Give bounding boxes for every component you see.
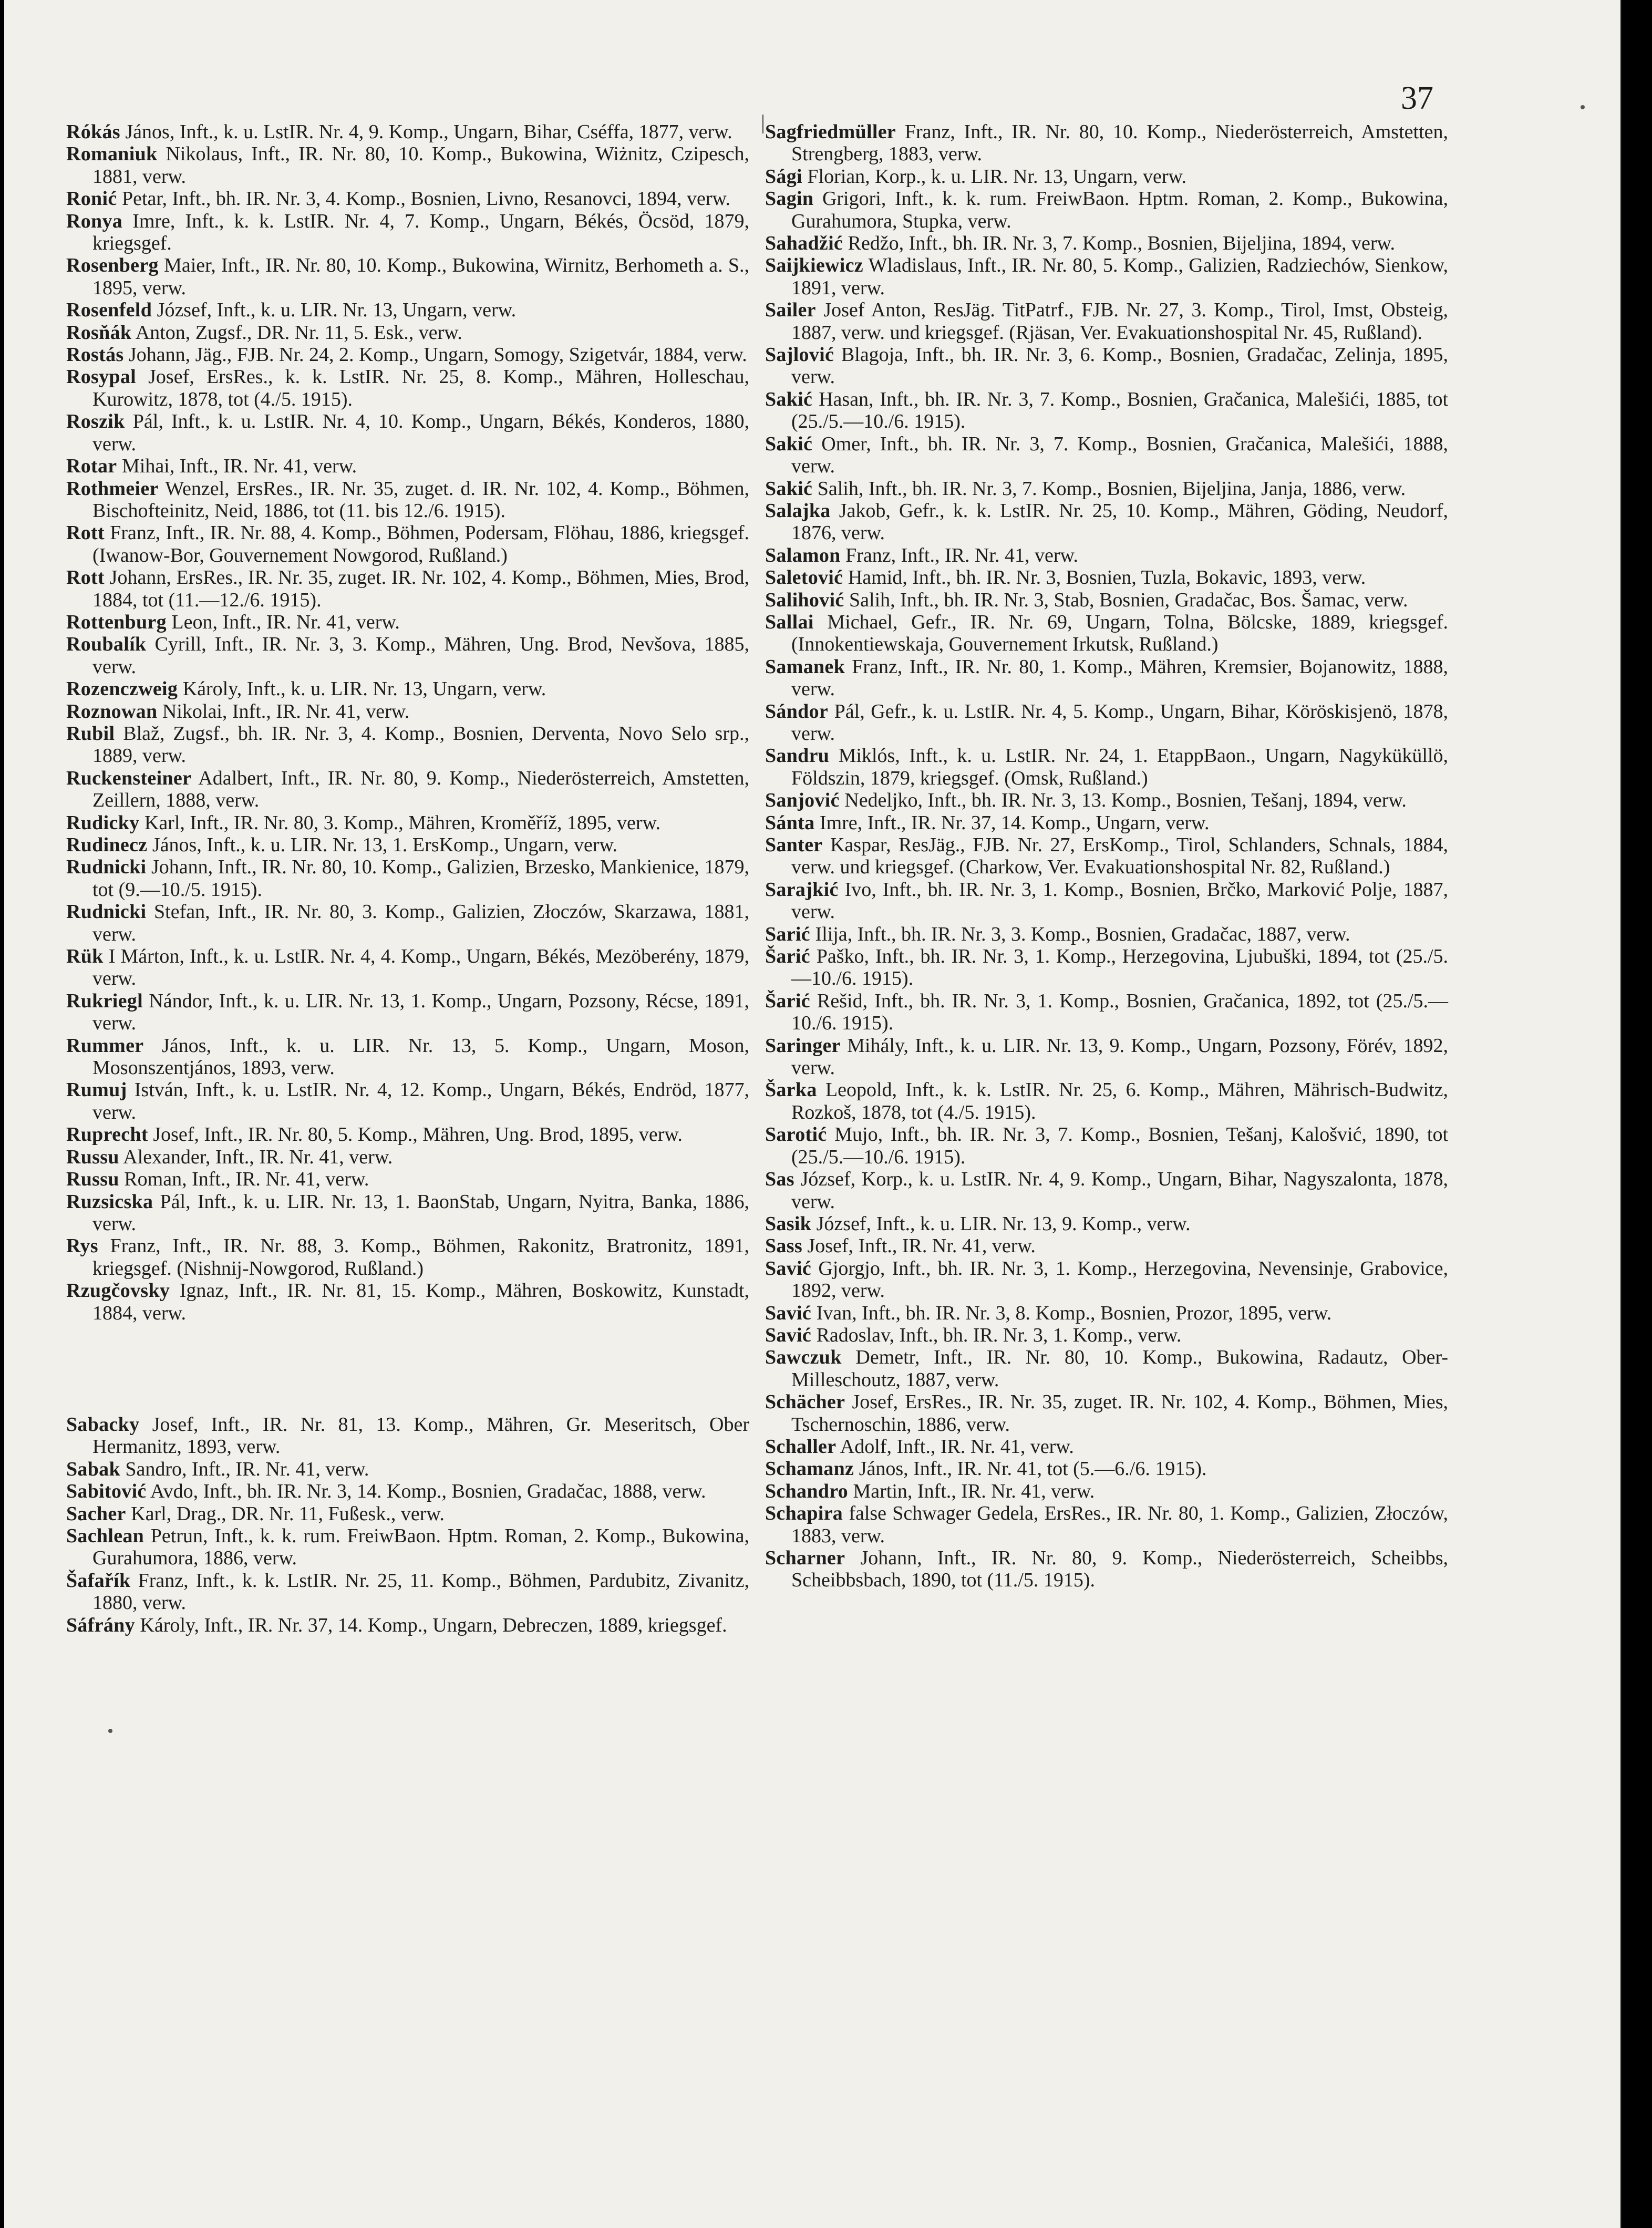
list-item bbox=[66, 1079, 749, 1123]
entry-details: Imre, Inft., IR. Nr. 37, 14. Komp., Ungarn, verw. bbox=[819, 811, 1210, 834]
list-item bbox=[765, 611, 1448, 656]
list-item bbox=[66, 1168, 749, 1190]
entry-surname: Scharner bbox=[765, 1547, 845, 1569]
entry-surname: Saringer bbox=[765, 1034, 841, 1057]
list-item bbox=[765, 232, 1448, 254]
list-item bbox=[66, 522, 749, 566]
list-item bbox=[66, 210, 749, 255]
entry-details: Nikolai, Inft., IR. Nr. 41, verw. bbox=[162, 700, 410, 723]
list-item bbox=[765, 1168, 1448, 1213]
entry-surname: Saletović bbox=[765, 566, 843, 589]
list-item bbox=[66, 812, 749, 834]
entry-surname: Roubalík bbox=[66, 633, 147, 656]
list-item bbox=[66, 1191, 749, 1235]
entry-details: Hamid, Inft., bh. IR. Nr. 3, Bosnien, Tuzla, Bokavic, 1893, verw. bbox=[848, 566, 1366, 589]
entry-surname: Rotar bbox=[66, 455, 117, 478]
entry-details: Nándor, Inft., k. u. LIR. Nr. 13, 1. Komp., Ungarn, Pozsony, Récse, 1891, verw. bbox=[92, 989, 749, 1035]
entry-surname: Šarić bbox=[765, 945, 810, 968]
entry-surname: Roznowan bbox=[66, 700, 158, 723]
list-item bbox=[765, 1458, 1448, 1480]
list-item bbox=[765, 1436, 1448, 1458]
list-item bbox=[765, 745, 1448, 789]
list-item bbox=[66, 1280, 749, 1324]
entry-details: Cyrill, Inft., IR. Nr. 3, 3. Komp., Mähren, Ung. Brod, Nevšova, 1885, verw. bbox=[92, 633, 750, 678]
list-item bbox=[765, 121, 1448, 166]
entry-surname: Sailer bbox=[765, 299, 816, 322]
entry-surname: Russu bbox=[66, 1146, 119, 1168]
page-number: 37 bbox=[1401, 80, 1433, 116]
list-item bbox=[765, 990, 1448, 1035]
entry-surname: Saijkiewicz bbox=[765, 254, 863, 277]
list-item bbox=[765, 254, 1448, 299]
entry-details: Blagoja, Inft., bh. IR. Nr. 3, 6. Komp., Bosnien, Gradačac, Zelinja, 1895, verw. bbox=[791, 344, 1448, 388]
entry-details: Leopold, Inft., k. k. LstIR. Nr. 25, 6. Komp., Mähren, Mährisch-Budwitz, Rozkoš, 1878, tot (4./5. 1915). bbox=[791, 1079, 1448, 1123]
entry-list-s bbox=[66, 1414, 749, 1636]
margin-mark bbox=[762, 115, 763, 133]
list-item bbox=[66, 366, 749, 410]
entry-surname: Rothmeier bbox=[66, 477, 159, 500]
entry-details: Ignaz, Inft., IR. Nr. 81, 15. Komp., Mähren, Boskowitz, Kunstadt, 1884, verw. bbox=[92, 1280, 750, 1324]
list-item bbox=[765, 388, 1448, 433]
document-sheet bbox=[4, 0, 1622, 2228]
entry-details: Imre, Inft., k. k. LstIR. Nr. 4, 7. Komp., Ungarn, Békés, Öcsöd, 1879, kriegsgef. bbox=[92, 210, 749, 255]
list-item bbox=[765, 945, 1448, 990]
entry-details: Josef, Inft., IR. Nr. 41, verw. bbox=[807, 1235, 1036, 1257]
list-item bbox=[765, 566, 1448, 589]
list-item bbox=[66, 1235, 749, 1280]
entry-surname: Šarka bbox=[765, 1079, 817, 1101]
list-item bbox=[66, 188, 749, 210]
entry-surname: Savić bbox=[765, 1257, 812, 1280]
list-item bbox=[765, 1123, 1448, 1168]
list-item bbox=[765, 1391, 1448, 1436]
list-item bbox=[66, 322, 749, 344]
entry-surname: Sabacky bbox=[66, 1413, 140, 1436]
entry-surname: Sawczuk bbox=[765, 1346, 842, 1369]
list-item bbox=[66, 1458, 749, 1480]
entry-details: Adalbert, Inft., IR. Nr. 80, 9. Komp., Niederösterreich, Amstetten, Zeillern, 1888, verw. bbox=[92, 767, 749, 812]
list-item bbox=[66, 143, 749, 188]
entry-surname: Rzugčovsky bbox=[66, 1280, 170, 1302]
entry-details: Avdo, Inft., bh. IR. Nr. 3, 14. Komp., Bosnien, Gradačac, 1888, verw. bbox=[150, 1480, 706, 1503]
entry-details: Franz, Inft., k. k. LstIR. Nr. 25, 11. Komp., Böhmen, Pardubitz, Zivanitz, 1880, verw. bbox=[92, 1569, 750, 1614]
entry-list-s-continued bbox=[765, 121, 1448, 1592]
list-item bbox=[66, 767, 749, 812]
entry-details: Mihály, Inft., k. u. LIR. Nr. 13, 9. Komp., Ungarn, Pozsony, Förév, 1892, verw. bbox=[791, 1034, 1448, 1079]
entry-surname: Rosypal bbox=[66, 366, 137, 388]
entry-details: Ivan, Inft., bh. IR. Nr. 3, 8. Komp., Bosnien, Prozor, 1895, verw. bbox=[816, 1302, 1332, 1324]
entry-surname: Rubil bbox=[66, 722, 115, 745]
entry-details: Franz, Inft., IR. Nr. 88, 4. Komp., Böhmen, Podersam, Flöhau, 1886, kriegsgef. (Iwanow-Bor, Gouvernement Nowgorod, Rußland.) bbox=[92, 522, 750, 566]
entry-surname: Russu bbox=[66, 1168, 119, 1191]
list-item bbox=[66, 856, 749, 901]
list-item bbox=[765, 544, 1448, 566]
entry-details: Károly, Inft., k. u. LIR. Nr. 13, Ungarn, verw. bbox=[182, 678, 546, 700]
entry-surname: Rummer bbox=[66, 1034, 144, 1057]
entry-surname: Sánta bbox=[765, 811, 815, 834]
entry-details: Mihai, Inft., IR. Nr. 41, verw. bbox=[121, 455, 357, 478]
entry-details: Pál, Inft., k. u. LIR. Nr. 13, 1. BaonStab, Ungarn, Nyitra, Banka, 1886, verw. bbox=[92, 1190, 749, 1235]
entry-surname: Samanek bbox=[765, 655, 845, 678]
entry-details: Stefan, Inft., IR. Nr. 80, 3. Komp., Galizien, Złoczów, Skarzawa, 1881, verw. bbox=[92, 901, 749, 945]
list-item bbox=[765, 299, 1448, 344]
list-item bbox=[66, 1614, 749, 1636]
entry-details: Petrun, Inft., k. k. rum. FreiwBaon. Hptm. Roman, 2. Komp., Bukowina, Gurahumora, 1886, verw. bbox=[92, 1524, 749, 1570]
list-item bbox=[66, 121, 749, 143]
entry-details: Miklós, Inft., k. u. LstIR. Nr. 24, 1. EtappBaon., Ungarn, Nagyküküllö, Földszin, 1879, kriegsgef. (Omsk, Rußland.) bbox=[791, 745, 1448, 789]
entry-surname: Sakić bbox=[765, 477, 813, 500]
list-item bbox=[66, 990, 749, 1035]
entry-details: Florian, Korp., k. u. LIR. Nr. 13, Ungarn, verw. bbox=[807, 165, 1186, 188]
entry-surname: Sagin bbox=[765, 188, 814, 210]
entry-surname: Rosňák bbox=[66, 321, 132, 344]
list-item bbox=[66, 254, 749, 299]
list-item bbox=[765, 1547, 1448, 1592]
list-item bbox=[66, 410, 749, 455]
list-item bbox=[66, 1503, 749, 1525]
entry-details: János, Inft., k. u. LIR. Nr. 13, 1. ErsKomp., Ungarn, verw. bbox=[152, 834, 618, 856]
entry-surname: Rott bbox=[66, 566, 105, 589]
list-item bbox=[765, 1257, 1448, 1302]
entry-details: Josef, ErsRes., IR. Nr. 35, zuget. IR. Nr. 102, 4. Komp., Böhmen, Mies, Tschernoschin, 1886, verw. bbox=[791, 1391, 1449, 1436]
entry-details: Franz, Inft., IR. Nr. 88, 3. Komp., Böhmen, Rakonitz, Bratronitz, 1891, kriegsgef. (Nishnij-Nowgorod, Rußland.) bbox=[92, 1235, 750, 1280]
list-item bbox=[66, 299, 749, 321]
entry-details: Franz, Inft., IR. Nr. 80, 1. Komp., Mähren, Kremsier, Bojanowitz, 1888, verw. bbox=[791, 655, 1449, 700]
entry-surname: Sass bbox=[765, 1235, 802, 1257]
entry-surname: Sasik bbox=[765, 1212, 812, 1235]
list-item bbox=[66, 945, 749, 990]
entry-details: Mujo, Inft., bh. IR. Nr. 3, 7. Komp., Bosnien, Tešanj, Kalošvić, 1890, tot (25./5.—10./6. 1915). bbox=[791, 1123, 1449, 1168]
entry-surname: Ronić bbox=[66, 188, 117, 210]
entry-details: Martin, Inft., IR. Nr. 41, verw. bbox=[853, 1480, 1095, 1502]
entry-surname: Ronya bbox=[66, 210, 123, 232]
entry-details: Omer, Inft., bh. IR. Nr. 3, 7. Komp., Bosnien, Gračanica, Malešići, 1888, verw. bbox=[791, 432, 1448, 478]
list-item bbox=[66, 611, 749, 633]
entry-details: Nikolaus, Inft., IR. Nr. 80, 10. Komp., Bukowina, Wiżnitz, Czipesch, 1881, verw. bbox=[92, 143, 749, 188]
list-item bbox=[765, 1213, 1448, 1235]
list-item bbox=[765, 589, 1448, 611]
entry-details: Ivo, Inft., bh. IR. Nr. 3, 1. Komp., Bosnien, Brčko, Marković Polje, 1887, verw. bbox=[791, 878, 1448, 923]
list-item bbox=[66, 678, 749, 700]
ink-speck bbox=[108, 1729, 112, 1733]
entry-surname: Salamon bbox=[765, 544, 841, 566]
list-item bbox=[66, 566, 749, 611]
list-item bbox=[66, 478, 749, 522]
entry-details: Pál, Inft., k. u. LstIR. Nr. 4, 10. Komp., Ungarn, Békés, Konderos, 1880, verw. bbox=[92, 410, 750, 455]
entry-surname: Ruprecht bbox=[66, 1123, 148, 1146]
entry-surname: Sáfrány bbox=[66, 1614, 135, 1636]
entry-surname: Šafařík bbox=[66, 1569, 131, 1592]
entry-surname: Rozenczweig bbox=[66, 678, 178, 700]
entry-surname: Rosenberg bbox=[66, 254, 159, 277]
list-item bbox=[765, 923, 1448, 945]
entry-details: Franz, Inft., IR. Nr. 41, verw. bbox=[845, 544, 1078, 566]
entry-surname: Sachlean bbox=[66, 1524, 144, 1547]
list-item bbox=[765, 700, 1448, 745]
entry-surname: Salihović bbox=[765, 589, 844, 611]
entry-surname: Sabak bbox=[66, 1458, 120, 1480]
list-item bbox=[66, 1414, 749, 1458]
ink-speck bbox=[1581, 105, 1585, 109]
entry-surname: Ruzsicska bbox=[66, 1190, 153, 1213]
list-item bbox=[66, 700, 749, 723]
entry-details: Josef Anton, ResJäg. TitPatrf., FJB. Nr. 27, 3. Komp., Tirol, Imst, Obsteig, 1887, verw. und kriegsgef. (Rjäsan, Ver. Evakuationshospital Nr. 45, Rußland). bbox=[791, 299, 1449, 344]
list-item bbox=[66, 723, 749, 767]
entry-surname: Šarić bbox=[765, 989, 810, 1012]
entry-surname: Sakić bbox=[765, 432, 813, 455]
section-gap bbox=[66, 1324, 749, 1414]
entry-surname: Schapira bbox=[765, 1502, 843, 1525]
list-item bbox=[765, 344, 1448, 388]
entry-details: Anton, Zugsf., DR. Nr. 11, 5. Esk., verw. bbox=[135, 321, 462, 344]
list-item bbox=[765, 812, 1448, 834]
entry-details: Hasan, Inft., bh. IR. Nr. 3, 7. Komp., Bosnien, Gračanica, Malešići, 1885, tot (25./5.—10./6. 1915). bbox=[791, 388, 1449, 433]
entry-surname: Savić bbox=[765, 1324, 812, 1346]
entry-surname: Sas bbox=[765, 1168, 794, 1191]
entry-details: Radoslav, Inft., bh. IR. Nr. 3, 1. Komp., verw. bbox=[816, 1324, 1182, 1346]
entry-surname: Rottenburg bbox=[66, 611, 167, 633]
list-item bbox=[66, 834, 749, 856]
entry-surname: Rys bbox=[66, 1235, 98, 1257]
entry-surname: Sakić bbox=[765, 388, 813, 410]
entry-surname: Savić bbox=[765, 1302, 812, 1324]
entry-surname: Sándor bbox=[765, 700, 829, 723]
entry-surname: Sarajkić bbox=[765, 878, 839, 901]
entry-details: Jakob, Gefr., k. k. LstIR. Nr. 25, 10. Komp., Mähren, Göding, Neudorf, 1876, verw. bbox=[791, 499, 1448, 544]
list-item bbox=[765, 879, 1448, 923]
entry-list-r bbox=[66, 121, 749, 1324]
entry-details: János, Inft., k. u. LIR. Nr. 13, 5. Komp., Ungarn, Moson, Mosonszentjános, 1893, verw. bbox=[92, 1034, 749, 1079]
list-item bbox=[66, 344, 749, 366]
entry-details: Redžo, Inft., bh. IR. Nr. 3, 7. Komp., Bosnien, Bijeljina, 1894, verw. bbox=[848, 232, 1395, 255]
entry-surname: Ruckensteiner bbox=[66, 767, 192, 789]
right-column bbox=[765, 121, 1448, 1592]
entry-surname: Rumuj bbox=[66, 1079, 127, 1101]
entry-details: Franz, Inft., IR. Nr. 80, 10. Komp., Niederösterreich, Amstetten, Strengberg, 1883, verw. bbox=[791, 121, 1448, 166]
list-item bbox=[66, 1146, 749, 1168]
entry-surname: Rudnicki bbox=[66, 856, 147, 879]
entry-surname: Rudinecz bbox=[66, 834, 148, 856]
entry-details: Demetr, Inft., IR. Nr. 80, 10. Komp., Bukowina, Radautz, Ober-Milleschoutz, 1887, verw. bbox=[791, 1346, 1449, 1391]
entry-details: Ilija, Inft., bh. IR. Nr. 3, 3. Komp., Bosnien, Gradačac, 1887, verw. bbox=[815, 923, 1350, 945]
entry-details: Alexander, Inft., IR. Nr. 41, verw. bbox=[123, 1146, 393, 1168]
entry-details: Sandro, Inft., IR. Nr. 41, verw. bbox=[125, 1458, 369, 1480]
entry-details: Johann, ErsRes., IR. Nr. 35, zuget. IR. Nr. 102, 4. Komp., Böhmen, Mies, Brod, 1884, tot (11.—12./6. 1915). bbox=[92, 566, 750, 611]
entry-details: Pál, Gefr., k. u. LstIR. Nr. 4, 5. Komp., Ungarn, Bihar, Köröskisjenö, 1878, verw. bbox=[791, 700, 1449, 745]
entry-surname: Sabitović bbox=[66, 1480, 147, 1503]
list-item bbox=[765, 1346, 1448, 1391]
entry-details: Johann, Inft., IR. Nr. 80, 9. Komp., Niederösterreich, Scheibbs, Scheibbsbach, 1890, tot (11./5. 1915). bbox=[791, 1547, 1449, 1592]
list-item bbox=[765, 1480, 1448, 1502]
entry-surname: Roszik bbox=[66, 410, 125, 433]
entry-details: Kaspar, ResJäg., FJB. Nr. 27, ErsKomp., Tirol, Schlanders, Schnals, 1884, verw. und kriegsgef. (Charkow, Ver. Evakuationshospital Nr. 82, Rußland.) bbox=[791, 834, 1449, 879]
list-item bbox=[765, 1235, 1448, 1257]
list-item bbox=[765, 789, 1448, 811]
entry-details: Leon, Inft., IR. Nr. 41, verw. bbox=[171, 611, 400, 633]
entry-surname: Rukriegl bbox=[66, 989, 143, 1012]
list-item bbox=[66, 1480, 749, 1502]
entry-surname: Santer bbox=[765, 834, 823, 856]
entry-surname: Schandro bbox=[765, 1480, 848, 1502]
entry-surname: Sahadžić bbox=[765, 232, 843, 255]
entry-details: István, Inft., k. u. LstIR. Nr. 4, 12. Komp., Ungarn, Békés, Endröd, 1877, verw. bbox=[92, 1079, 749, 1123]
list-item bbox=[765, 500, 1448, 544]
entry-surname: Rük bbox=[66, 945, 104, 968]
entry-surname: Rott bbox=[66, 522, 105, 544]
entry-surname: Schächer bbox=[765, 1391, 845, 1414]
entry-surname: Sajlović bbox=[765, 344, 834, 366]
entry-surname: Sandru bbox=[765, 745, 830, 767]
entry-details: Karl, Drag., DR. Nr. 11, Fußesk., verw. bbox=[131, 1502, 445, 1525]
list-item bbox=[66, 1525, 749, 1570]
entry-details: József, Inft., k. u. LIR. Nr. 13, Ungarn, verw. bbox=[157, 299, 517, 322]
entry-details: Maier, Inft., IR. Nr. 80, 10. Komp., Bukowina, Wirnitz, Berhometh a. S., 1895, verw. bbox=[92, 254, 750, 299]
entry-surname: Rostás bbox=[66, 344, 124, 366]
entry-surname: Rudnicki bbox=[66, 901, 147, 923]
entry-surname: Sarić bbox=[765, 923, 810, 945]
entry-details: Adolf, Inft., IR. Nr. 41, verw. bbox=[840, 1435, 1074, 1458]
entry-surname: Sági bbox=[765, 165, 802, 188]
entry-details: I Márton, Inft., k. u. LstIR. Nr. 4, 4. Komp., Ungarn, Békés, Mezöberény, 1879, verw. bbox=[92, 945, 750, 990]
entry-details: Michael, Gefr., IR. Nr. 69, Ungarn, Tolna, Bölcske, 1889, kriegsgef. (Innokentiewskaja, Gouvernement Irkutsk, Rußland.) bbox=[791, 611, 1448, 656]
entry-surname: Romaniuk bbox=[66, 143, 158, 166]
entry-surname: Rókás bbox=[66, 121, 120, 143]
entry-details: Wladislaus, Inft., IR. Nr. 80, 5. Komp., Galizien, Radziechów, Sienkow, 1891, verw. bbox=[791, 254, 1448, 299]
entry-surname: Rudicky bbox=[66, 811, 140, 834]
entry-surname: Sagfriedmüller bbox=[765, 121, 896, 143]
list-item bbox=[765, 1502, 1448, 1547]
entry-details: Paško, Inft., bh. IR. Nr. 3, 1. Komp., Herzegovina, Ljubuški, 1894, tot (25./5.—10./6. 1915). bbox=[791, 945, 1448, 990]
entry-surname: Schamanz bbox=[765, 1458, 854, 1480]
entry-surname: Sacher bbox=[66, 1502, 126, 1525]
entry-details: János, Inft., k. u. LstIR. Nr. 4, 9. Komp., Ungarn, Bihar, Cséffa, 1877, verw. bbox=[125, 121, 732, 143]
entry-details: Karl, Inft., IR. Nr. 80, 3. Komp., Mähren, Kroměříž, 1895, verw. bbox=[144, 811, 661, 834]
list-item bbox=[66, 633, 749, 678]
list-item bbox=[66, 1035, 749, 1079]
entry-details: János, Inft., IR. Nr. 41, tot (5.—6./6. 1915). bbox=[859, 1458, 1207, 1480]
entry-details: Rešid, Inft., bh. IR. Nr. 3, 1. Komp., Bosnien, Gračanica, 1892, tot (25./5.—10./6. 1915). bbox=[791, 989, 1449, 1035]
entry-details: Josef, ErsRes., k. k. LstIR. Nr. 25, 8. Komp., Mähren, Holleschau, Kurowitz, 1878, tot (4./5. 1915). bbox=[92, 366, 749, 410]
entry-surname: Rosenfeld bbox=[66, 299, 152, 322]
entry-details: false Schwager Gedela, ErsRes., IR. Nr. 80, 1. Komp., Galizien, Złoczów, 1883, verw. bbox=[791, 1502, 1448, 1547]
list-item bbox=[765, 188, 1448, 232]
left-column bbox=[66, 121, 749, 1636]
list-item bbox=[66, 901, 749, 945]
entry-details: Petar, Inft., bh. IR. Nr. 3, 4. Komp., Bosnien, Livno, Resanovci, 1894, verw. bbox=[122, 188, 731, 210]
list-item bbox=[765, 834, 1448, 879]
list-item bbox=[765, 1302, 1448, 1324]
entry-details: Josef, Inft., IR. Nr. 81, 13. Komp., Mähren, Gr. Meseritsch, Ober Hermanitz, 1893, verw. bbox=[92, 1413, 749, 1458]
entry-details: József, Korp., k. u. LstIR. Nr. 4, 9. Komp., Ungarn, Bihar, Nagyszalonta, 1878, verw. bbox=[791, 1168, 1449, 1213]
list-item bbox=[765, 1324, 1448, 1346]
entry-details: Salih, Inft., bh. IR. Nr. 3, 7. Komp., Bosnien, Bijeljina, Janja, 1886, verw. bbox=[817, 477, 1406, 500]
entry-surname: Sarotić bbox=[765, 1123, 827, 1146]
entry-details: Károly, Inft., IR. Nr. 37, 14. Komp., Ungarn, Debreczen, 1889, kriegsgef. bbox=[140, 1614, 727, 1636]
entry-details: Roman, Inft., IR. Nr. 41, verw. bbox=[124, 1168, 369, 1191]
entry-details: Johann, Inft., IR. Nr. 80, 10. Komp., Galizien, Brzesko, Mankienice, 1879, tot (9.—10./5. 1915). bbox=[92, 856, 750, 901]
entry-surname: Salajka bbox=[765, 499, 831, 522]
entry-surname: Sanjović bbox=[765, 789, 840, 812]
entry-surname: Schaller bbox=[765, 1435, 837, 1458]
list-item bbox=[66, 1123, 749, 1146]
entry-surname: Sallai bbox=[765, 611, 814, 633]
entry-details: Nedeljko, Inft., bh. IR. Nr. 3, 13. Komp., Bosnien, Tešanj, 1894, verw. bbox=[844, 789, 1407, 812]
list-item bbox=[765, 1035, 1448, 1079]
entry-details: Salih, Inft., bh. IR. Nr. 3, Stab, Bosnien, Gradačac, Bos. Šamac, verw. bbox=[849, 589, 1408, 611]
list-item bbox=[765, 433, 1448, 478]
entry-details: Johann, Jäg., FJB. Nr. 24, 2. Komp., Ungarn, Somogy, Szigetvár, 1884, verw. bbox=[128, 344, 747, 366]
list-item bbox=[765, 166, 1448, 188]
list-item bbox=[66, 1570, 749, 1614]
list-item bbox=[765, 656, 1448, 700]
list-item bbox=[765, 478, 1448, 500]
entry-details: Grigori, Inft., k. k. rum. FreiwBaon. Hptm. Roman, 2. Komp., Bukowina, Gurahumora, Stupka, verw. bbox=[791, 188, 1448, 232]
entry-details: Blaž, Zugsf., bh. IR. Nr. 3, 4. Komp., Bosnien, Derventa, Novo Selo srp., 1889, verw. bbox=[92, 722, 750, 767]
entry-details: Josef, Inft., IR. Nr. 80, 5. Komp., Mähren, Ung. Brod, 1895, verw. bbox=[153, 1123, 683, 1146]
entry-details: József, Inft., k. u. LIR. Nr. 13, 9. Komp., verw. bbox=[816, 1212, 1191, 1235]
list-item bbox=[765, 1079, 1448, 1123]
entry-details: Gjorgjo, Inft., bh. IR. Nr. 3, 1. Komp., Herzegovina, Nevensinje, Grabovice, 1892, verw. bbox=[791, 1257, 1448, 1302]
entry-details: Wenzel, ErsRes., IR. Nr. 35, zuget. d. IR. Nr. 102, 4. Komp., Böhmen, Bischofteinitz, Neid, 1886, tot (11. bis 12./6. 1915). bbox=[92, 477, 749, 522]
list-item bbox=[66, 455, 749, 477]
